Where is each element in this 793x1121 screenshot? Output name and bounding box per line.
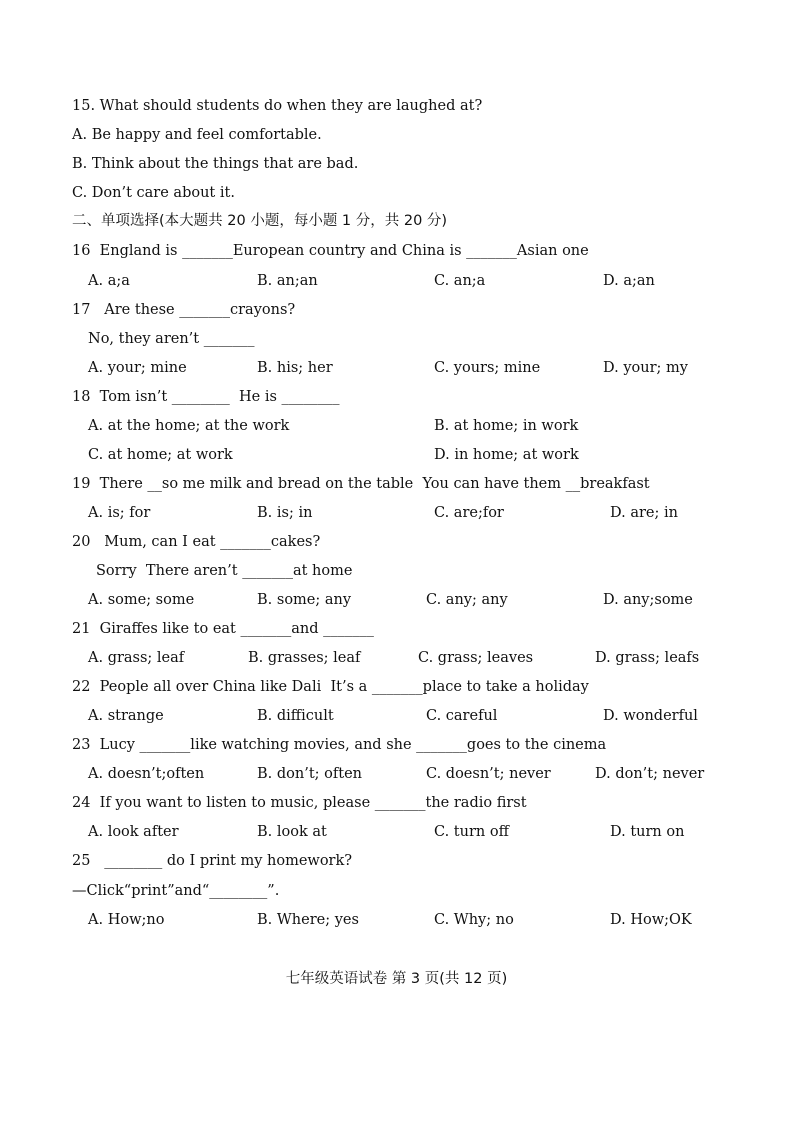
q16-option-c: C. an;a — [434, 273, 486, 289]
q18-option-c: C. at home; at work — [88, 447, 233, 463]
q20-option-c: C. any; any — [426, 592, 508, 608]
q15-option-c: C. Don’t care about it. — [72, 185, 235, 201]
q15-option-b: B. Think about the things that are bad. — [72, 156, 359, 172]
q25-option-c: C. Why; no — [434, 912, 514, 928]
q23-stem: 23 Lucy _______like watching movies, and she _______goes to the cinema — [72, 737, 607, 753]
q18-option-d: D. in home; at work — [434, 447, 579, 463]
q21-option-a: A. grass; leaf — [88, 650, 185, 666]
q22-option-c: C. careful — [426, 708, 498, 724]
section-heading: 二、单项选择(本大题共 20 小题，每小题 1 分，共 20 分) — [72, 213, 448, 229]
q15-option-a: A. Be happy and feel comfortable. — [72, 127, 322, 143]
q24-option-b: B. look at — [257, 824, 327, 840]
q17-stem: 17 Are these _______crayons? — [72, 302, 296, 318]
q19-option-b: B. is; in — [257, 505, 313, 521]
q24-option-d: D. turn on — [610, 824, 685, 840]
q17-option-a: A. your; mine — [88, 360, 187, 376]
q16-stem: 16 England is _______European country and China is _______Asian one — [72, 243, 589, 259]
q23-option-b: B. don’t; often — [257, 766, 362, 782]
q22-option-a: A. strange — [88, 708, 164, 724]
q21-stem: 21 Giraffes like to eat _______and _______ — [72, 621, 374, 637]
q19-stem: 19 There __so me milk and bread on the table You can have them __breakfast — [72, 476, 650, 492]
page-footer: 七年级英语试卷 第 3 页(共 12 页) — [285, 971, 508, 987]
q22-option-d: D. wonderful — [603, 708, 698, 724]
q20-option-a: A. some; some — [88, 592, 195, 608]
q25-reply: —Click“print”and“________”. — [72, 883, 280, 899]
q20-option-d: D. any;some — [603, 592, 693, 608]
q20-option-b: B. some; any — [257, 592, 352, 608]
q25-stem: 25 ________ do I print my homework? — [72, 853, 353, 869]
q19-option-c: C. are;for — [434, 505, 504, 521]
q20-stem: 20 Mum, can I eat _______cakes? — [72, 534, 321, 550]
q16-option-a: A. a;a — [88, 273, 130, 289]
q24-option-a: A. look after — [88, 824, 179, 840]
q20-reply: Sorry There aren’t _______at home — [96, 563, 353, 579]
q19-option-d: D. are; in — [610, 505, 678, 521]
q21-option-c: C. grass; leaves — [418, 650, 534, 666]
q17-option-d: D. your; my — [603, 360, 688, 376]
q24-option-c: C. turn off — [434, 824, 509, 840]
q23-option-a: A. doesn’t;often — [88, 766, 205, 782]
q15-stem: 15. What should students do when they are laughed at? — [72, 98, 483, 114]
q22-option-b: B. difficult — [257, 708, 334, 724]
q18-option-a: A. at the home; at the work — [88, 418, 290, 434]
q25-option-d: D. How;OK — [610, 912, 692, 928]
q18-stem: 18 Tom isn’t ________ He is ________ — [72, 389, 340, 405]
q24-stem: 24 If you want to listen to music, please _______the radio first — [72, 795, 527, 811]
q16-option-d: D. a;an — [603, 273, 655, 289]
q21-option-b: B. grasses; leaf — [248, 650, 361, 666]
q17-option-c: C. yours; mine — [434, 360, 541, 376]
q22-stem: 22 People all over China like Dali It’s a _______place to take a holiday — [72, 679, 589, 695]
q17-reply: No, they aren’t _______ — [88, 331, 255, 347]
q25-option-a: A. How;no — [88, 912, 165, 928]
q16-option-b: B. an;an — [257, 273, 318, 289]
q23-option-d: D. don’t; never — [595, 766, 705, 782]
q18-option-b: B. at home; in work — [434, 418, 579, 434]
q17-option-b: B. his; her — [257, 360, 333, 376]
q25-option-b: B. Where; yes — [257, 912, 359, 928]
q19-option-a: A. is; for — [88, 505, 151, 521]
q23-option-c: C. doesn’t; never — [426, 766, 551, 782]
q21-option-d: D. grass; leafs — [595, 650, 700, 666]
